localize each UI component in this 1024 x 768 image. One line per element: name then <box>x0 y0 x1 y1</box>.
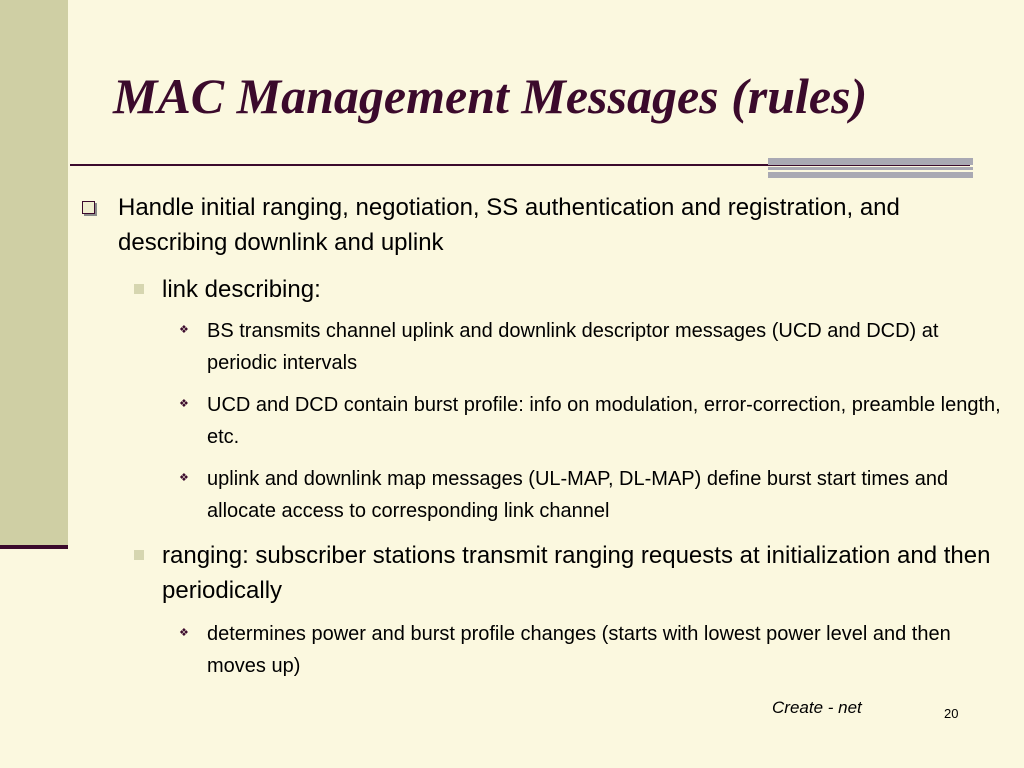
bullet-link-sub-1-text: BS transmits channel uplink and downlink descriptor messages (UCD and DCD) at periodic intervals <box>207 320 939 374</box>
bullet-link-sub-2-text: UCD and DCD contain burst profile: info on modulation, error-correction, preamble length, etc. <box>207 394 1001 448</box>
diamond-bullet-icon: ❖ <box>179 324 189 336</box>
bullet-ranging-sub-1-text: determines power and burst profile changes (starts with lowest power level and then moves up) <box>207 623 951 677</box>
square-bullet-icon <box>82 201 95 214</box>
slide-title: MAC Management Messages (rules) <box>113 68 868 124</box>
bullet-link-describing <box>162 272 992 307</box>
bullet-link-sub-1 <box>179 315 1002 379</box>
bullet-link-sub-2 <box>179 389 1002 453</box>
page-number: 20 <box>944 706 959 721</box>
footer-label: Create - net <box>772 698 862 717</box>
bullet-main-text: Handle initial ranging, negotiation, SS authentication and registration, and describing downlink and uplink <box>118 194 900 256</box>
bullet-ranging <box>162 538 992 608</box>
filled-square-bullet-icon <box>134 550 144 560</box>
bullet-link-sub-3-text: uplink and downlink map messages (UL-MAP, DL-MAP) define burst start times and allocate access to corresponding link channel <box>207 468 949 522</box>
diamond-bullet-icon: ❖ <box>179 627 189 639</box>
bullet-ranging-text: ranging: subscriber stations transmit ranging requests at initialization and then periodically <box>162 542 991 604</box>
filled-square-bullet-icon <box>134 284 144 294</box>
bullet-link-sub-3 <box>179 463 1002 527</box>
diamond-bullet-icon: ❖ <box>179 472 189 484</box>
bullet-main <box>118 190 998 260</box>
diamond-bullet-icon: ❖ <box>179 398 189 410</box>
bullet-ranging-sub-1 <box>179 618 1002 682</box>
bullet-link-describing-text: link describing: <box>162 276 321 303</box>
